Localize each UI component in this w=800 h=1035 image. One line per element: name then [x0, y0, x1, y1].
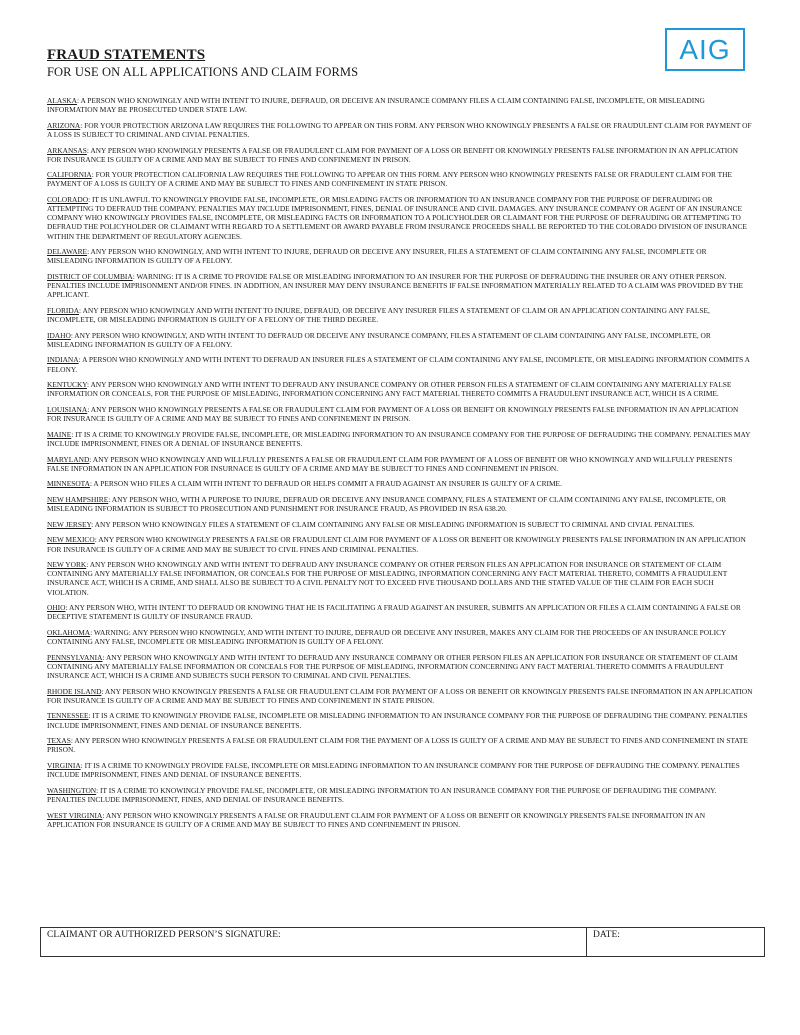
- fraud-statement: [47, 628, 753, 646]
- fraud-statement: [47, 170, 753, 188]
- statement-text: : A PERSON WHO KNOWINGLY AND WITH INTENT TO INJURE, DEFRAUD, OR DECEIVE AN INSURANCE COMPANY FILES A CLAIM CONTAINING FALSE, INCOMPLETE, OR MISLEADING INFORMATION MAY BE PROSECUTED UNDER STATE LAW.: [47, 96, 705, 115]
- state-name: NEW MEXICO: [47, 535, 95, 545]
- signature-label: CLAIMANT OR AUTHORIZED PERSON’S SIGNATURE:: [47, 930, 281, 940]
- statement-text: : IT IS A CRIME TO KNOWINGLY PROVIDE FALSE, INCOMPLETE, OR MISLEADING INFORMATION TO AN INSURANCE COMPANY FOR THE PURPOSE OF DEFRAUDING THE COMPANY. PENALTIES MAY INCLUDE IMPRISONMENT, FINES OR A DENIAL OF INSURANCE BENEFITS.: [47, 429, 751, 448]
- aig-logo-text: AIG: [679, 33, 731, 65]
- state-name: MARYLAND: [47, 454, 90, 464]
- fraud-statement: [47, 121, 753, 139]
- state-name: DISTRICT OF COLUMBIA: [47, 271, 133, 281]
- statement-text: : ANY PERSON WHO KNOWINGLY, AND WITH INTENT TO INJURE, DEFRAUD OR DECEIVE ANY INSURER, FILES A STATEMENT OF CLAIM CONTAINING ANY FALSE, INCOMPLETE OR MISLEADING INFORMATION IS GUILTY OF A FELONY.: [47, 247, 707, 266]
- statement-text: : ANY PERSON WHO KNOWINGLY AND WITH INTENT TO DEFRAUD ANY INSURANCE COMPANY OR OTHER PERSON FILES AN APPLICATION FOR INSURANCE OR STATEMENT OF CLAIM CONTAINING ANY MATERIALLY FALSE INFORMATION OR CONCEALS FOR THE PURPSOE OF MISLEADING, INFORMATION CONCERNING ANY FACT MATERIAL THERETO COMMITS A FRAUDULENT INSURANCE ACT, WHICH IS A CRIME AND SUBJECTS SUCH PERSON TO CRIMINAL AND CIVIL PENALTIES.: [47, 652, 738, 680]
- fraud-statement: [47, 306, 753, 324]
- fraud-statement: [47, 430, 753, 448]
- fraud-statement: [47, 786, 753, 804]
- statement-text: : ANY PERSON WHO KNOWINGLY PRESENTS A FALSE OR FRAUDULENT CLAIM FOR PAYMENT OF A LOSS OR BENEFIT OR KNOWINGLY PRESENTS FALSE INFORMATION IN AN APPLICATION FOR INSURANCE IS GUILTY OF A CRIME AND MAY BE SUBJECT TO CIVIL FINES AND CRIMINAL PENALTIES.: [47, 535, 746, 554]
- statement-text: : ANY PERSON WHO KNOWINGLY AND WITH INTENT TO INJURE, DEFRAUD, OR DECEIVE ANY INSURER FILES A STATEMENT OF CLAIM OR AN APPLICATION CONTAINING ANY FALSE, INCOMPLETE, OR MISLEADING INFORMATION IS GUILTY OF A FELONY OF THE THIRD DEGREE.: [47, 305, 710, 324]
- state-name: OHIO: [47, 603, 66, 613]
- statements-list: [47, 96, 753, 835]
- statement-text: : FOR YOUR PROTECTION CALIFORNIA LAW REQUIRES THE FOLLOWING TO APPEAR ON THIS FORM. ANY PERSON WHO KNOWINGLY PRESENTS FALSE OR FRADULENT CLAIM FOR THE PAYMENT OF A LOSS IS GUILTY OF A CRIME AND MAY BE SUBJECT TO FINES AND CONFINEMENT IN STATE PRISON.: [47, 170, 733, 189]
- page-title: FRAUD STATEMENTS: [47, 47, 206, 63]
- statement-text: : WARNING: ANY PERSON WHO KNOWINGLY, AND WITH INTENT TO INJURE, DEFRAUD OR DECEIVE ANY INSURER, MAKES ANY CLAIM FOR THE PROCEEDS OF AN INSURANCE POLICY CONTAINING ANY FALSE, INCOMPLETE OR MISLEADING INFORMATION IS GUILTY OF A FELONY.: [47, 628, 727, 647]
- fraud-statement: [47, 355, 753, 373]
- statement-text: : ANY PERSON WHO KNOWINGLY FILES A STATEMENT OF CLAIM CONTAINING ANY FALSE OR MISLEADING INFORMATION IS SUBJECT TO CRIMINAL AND CIVIAL PENALTIES.: [91, 519, 695, 529]
- statement-text: : ANY PERSON WHO KNOWINGLY PRESENTS A FALSE OR FRAUDULENT CLAIM FOR PAYMENT OF A LOSS OR BENEIFT OR KNOWINGLY PRESENTS FALSE INFORMATION IN AN APPLICATION FOR INSURANCE IS GUILTY OF A CRIME AND MAY BE SUBJECT TO FINES AND CONFINEMENT IN PRISON.: [47, 404, 739, 424]
- state-name: NEW HAMPSHIRE: [47, 495, 109, 504]
- fraud-statement: [47, 272, 753, 299]
- state-name: MAINE: [47, 429, 72, 439]
- aig-logo: [665, 28, 745, 71]
- state-name: KENTUCKY: [47, 380, 87, 390]
- statement-text: : A PERSON WHO KNOWINGLY AND WITH INTENT TO DEFRAUD AN INSURER FILES A STATEMENT OF CLAIM CONTAINING ANY FALSE, INCOMPLETE, OR MISLEADING INFORMATION COMMITS A FELONY.: [47, 355, 750, 374]
- fraud-statement: [47, 711, 753, 729]
- state-name: NEW JERSEY: [47, 519, 92, 529]
- statement-text: : ANY PERSON WHO KNOWINGLY AND WITH INTENT TO DEFRAUD ANY INSURANCE COMPANY OR OTHER PERSON FILES A STATEMENT OF CLAIM CONTAINING ANY MATERIALLY FALSE INFORMATION OR CONCEALS, FOR THE PURPOSE OF MISLEADING, INFORMATION CONCERNING ANY FACT MATERIAL THERETO COMMITS A FRAUDULENT INSURANCE ACT, WHICH IS A CRIME.: [47, 380, 732, 399]
- fraud-statement: [47, 603, 753, 621]
- fraud-statement: [47, 560, 753, 596]
- fraud-statement: [47, 380, 753, 398]
- fraud-statement: [47, 479, 753, 488]
- state-name: VIRGINIA: [47, 761, 81, 770]
- statement-text: : ANY PERSON WHO KNOWINGLY PRESENTS A FALSE OR FRAUDULENT CLAIM FOR PAYMENT OF A LOSS OR BENEFIT OR KNOWINGLY PRESENTS FALSE INFORMAITON IN AN APPLICATION FOR INSURANCE IS GUILTY OF A CRIME AND MAY BE SUBJECT TO FINES AND CONFINEMENT IN PRISON.: [47, 810, 706, 829]
- statement-text: : FOR YOUR PROTECTION ARIZONA LAW REQUIRES THE FOLLOWING TO APPEAR ON THIS FORM. ANY PERSON WHO KNOWINGLY PRESENTS A FALSE OR FRAUDULENT CLAIM FOR PAYMENT OF A LOSS IS SUBJECT TO CRIMINAL AND CIVIAL PENALTIES.: [47, 120, 752, 139]
- date-label: DATE:: [593, 930, 620, 940]
- state-name: COLORADO: [47, 195, 89, 205]
- signature-field[interactable]: [41, 928, 587, 956]
- fraud-statement: [47, 195, 753, 240]
- statement-text: : IT IS UNLAWFUL TO KNOWINGLY PROVIDE FALSE, INCOMPLETE, OR MISLEADING FACTS OR INFORMATION TO AN INSURANCE COMPANY FOR THE PURPOSE OF DEFRAUDING OR ATTEMPTING TO DEFRAUD THE COMPANY. PENALTIES MAY INCLUDE IMPRISONMENT, FINES, DENIAL OF INSURANCE AND CIVIL DAMAGES. ANY INSURANCE COMPANY OR AGENT OF AN INSURANCE COMPANY WHO KNOWINGLY PROVIDES FALSE, INCOMPLETE, OR MISLEADING FACTS OR INFORMATION TO A POLICYHOLDER OR CLAIMANT FOR THE PURPOSE OF DEFRAUDING OR ATTEMPTING TO DEFRAUD THE POLICYHOLDER OR CLAIMANT WITH REGARD TO A SETTLEMENT OR AWARD PAYABLE FROM INSURANCE PROCEEDS SHALL BE REPORTED TO THE COLORADO DIVISION OF INSURANCE WITHIN THE DEPARTMENT OF REGULATORY AGENCIES.: [47, 195, 747, 241]
- state-name: NEW YORK: [47, 560, 87, 570]
- fraud-statement: [47, 687, 753, 705]
- fraud-statement: [47, 405, 753, 423]
- state-name: WASHINGTON: [47, 785, 97, 795]
- fraud-statement: [47, 736, 753, 754]
- state-name: ALASKA: [47, 96, 77, 105]
- state-name: INDIANA: [47, 355, 79, 365]
- state-name: CALIFORNIA: [47, 170, 92, 180]
- statement-text: : ANY PERSON WHO, WITH A PURPOSE TO INJURE, DEFRAUD OR DECEIVE ANY INSURANCE COMPANY, FILES A STATEMENT OF CLAIM CONTAINING ANY FALSE, INCOMPLETE, OR MISLEADING INFORMATION IS SUBJECT TO PROSECUTION AND PUNISHMENT FOR INSURANCE FRAUD, AS PROVIDED IN RSA 638.20.: [47, 495, 727, 514]
- state-name: PENNSYLVANIA: [47, 652, 103, 662]
- fraud-statement: [47, 146, 753, 164]
- fraud-statement: [47, 811, 753, 829]
- fraud-statement: [47, 761, 753, 779]
- statement-text: : IT IS A CRIME TO KNOWINGLY PROVIDE FALSE, INCOMPLETE OR MISLEADING INFORMATION TO AN INSURANCE COMPANY FOR THE PURPOSE OF DEFRAUDING THE COMPANY. PENALTIES INCLUDE IMPRISONMENT, FINES AND DENIAL OF INSURANCE BENEFITS.: [47, 711, 748, 730]
- state-name: IDAHO: [47, 330, 71, 340]
- signature-box: [40, 927, 765, 957]
- state-name: TEXAS: [47, 736, 71, 746]
- date-field[interactable]: [587, 928, 764, 956]
- state-name: RHODE ISLAND: [47, 686, 102, 696]
- statement-text: : ANY PERSON WHO KNOWINGLY PRESENTS A FALSE OR FRAUDULENT CLAIM FOR PAYMENT OF A LOSS OR BENEFIT OR KNOWINGLY PRESENTS FALSE INFORMATION IN AN APPLICATION FOR INSURANCE IS GUILTY OF A CRIME AND MAY BE SUBJECT TO FINES AND CONFINEMENT IN PRISON.: [47, 145, 738, 164]
- statement-text: : ANY PERSON WHO KNOWINGLY AND WILLFULLY PRESENTS A FALSE OR FRAUDULENT CLAIM FOR PAYMENT OF A LOSS OF BENEFIT OR WHO KNOWINGLY AND WILLFULLY PRESENTS FALSE INFORMATION IN AN APPLICATION FOR INSURNACE IS GUILTY OF A CRIME AND MAY BE SUBJECT TO FINES AND CONFINEMENT IN PRISON.: [47, 454, 733, 473]
- state-name: ARKANSAS: [47, 145, 87, 155]
- fraud-statement: [47, 535, 753, 553]
- statement-text: : ANY PERSON WHO KNOWINGLY, AND WITH INTENT TO DEFRAUD OR DECEIVE ANY INSURANCE COMPANY, FILES A STATEMENT OF CLAIM CONTAINING ANY FALSE, INCOMPLETE, OR MISLEADING INFORMATION IS GUILTY OF A FELONY.: [47, 330, 711, 349]
- state-name: LOUISIANA: [47, 404, 88, 414]
- state-name: FLORIDA: [47, 305, 80, 315]
- fraud-statement: [47, 520, 753, 529]
- state-name: WEST VIRGINIA: [47, 810, 103, 820]
- state-name: OKLAHOMA: [47, 628, 91, 637]
- state-name: MINNESOTA: [47, 479, 90, 489]
- fraud-statement: [47, 495, 753, 513]
- statement-text: : WARNING: IT IS A CRIME TO PROVIDE FALSE OR MISLEADING INFORMATION TO AN INSURER FOR THE PURPOSE OF DEFRAUDING THE INSURER OR ANY OTHER PERSON. PENALTIES INCLUDE IMPRISONMENT AND/OR FINES. IN ADDITION, AN INSURER MAY DENY INSURANCE BENEFITS IF FALSE INFORMATION MATERIALLY RELATED TO A CLAIM WAS PROVIDED BY THE APPLICANT.: [47, 271, 744, 300]
- fraud-statement: [47, 96, 753, 114]
- page-subtitle: FOR USE ON ALL APPLICATIONS AND CLAIM FORMS: [47, 65, 359, 79]
- statement-text: : ANY PERSON WHO KNOWINGLY AND WITH INTENT TO DEFRAUD ANY INSURANCE COMPANY OR OTHER PERSON FILES AN APPLICATION FOR INSURANCE OR STATEMENT OF CLAIM CONTAINING ANY MATERIALLY FALSE INFORMATION, OR CONCEALS FOR THE PURPOSE OF MISLEADING, INFORMATION CONCERNING ANY FACT MATERIAL THERETO, COMMITS A FRAUDULENT INSURANCE ACT, WHICH IS A CRIME, AND SHALL ALSO BE SUBJECT TO A CIVIL PENALTY NOT TO EXCEED FIVE THOUSAND DOLLARS AND THE STATED VALUE OF THE CLAIM FOR EACH SUCH VIOLATION.: [47, 560, 728, 597]
- statement-text: : ANY PERSON WHO KNOWINGLY PRESENTS A FALSE OR FRAUDULENT CLAIM FOR PAYMENT OF A LOSS OR BENEFIT OR KNOWINGLY PRESENTS FALSE INFORMATION IN AN APPLICATION FOR INSURANCE IS GUILTY OF A CRIME AND MAY BE SUBJECT TO FINES AND CONFINEMENT IN STATE PRISON.: [47, 686, 753, 705]
- statement-text: : IT IS A CRIME TO KNOWINGLY PROVIDE FALSE, INCOMPLETE OR MISLEADING INFORMATION TO AN INSURANCE COMPANY FOR THE PURPOSE OF DEFRAUDING THE COMPANY. PENALTIES INCLUDE IMPRISONMENT, FINES AND DENIAL OF INSURANCE BENEFITS.: [47, 761, 740, 780]
- statement-text: : A PERSON WHO FILES A CLAIM WITH INTENT TO DEFRAUD OR HELPS COMMIT A FRAUD AGAINST AN INSURER IS GUILTY OF A CRIME.: [89, 479, 562, 489]
- fraud-statement: [47, 331, 753, 349]
- statement-text: : IT IS A CRIME TO KNOWINGLY PROVIDE FALSE, INCOMPLETE, OR MISLEADING INFORMATION TO AN INSURANCE COMPANY FOR THE PURPOSE OF DEFRAUDING THE COMPANY. PENALTIES INCLUDE IMPRISONMENT, FINES, AND DENIAL OF INSURANCE BENEFITS.: [47, 785, 717, 804]
- fraud-statement: [47, 653, 753, 680]
- statement-text: : ANY PERSON WHO KNOWINGLY PRESENTS A FALSE OR FRAUDULENT CLAIM FOR THE PAYMENT OF A LOSS IS GUILTY OF A CRIME AND MAY BE SUBJECT TO FINES AND CONFINEMENT IN STATE PRISON.: [47, 736, 748, 755]
- state-name: TENNESSEE: [47, 711, 89, 721]
- statement-text: : ANY PERSON WHO, WITH INTENT TO DEFRAUD OR KNOWING THAT HE IS FACILITATING A FRAUD AGAINST AN INSURER, SUBMITS AN APPLICATION OR FILES A CLAIM CONTAINING A FALSE OR DECEPTIVE STATEMENT IS GUILTY OF INSURANCE FRAUD.: [47, 603, 741, 622]
- state-name: ARIZONA: [47, 120, 81, 130]
- fraud-statement: [47, 247, 753, 265]
- state-name: DELAWARE: [47, 247, 88, 257]
- fraud-statement: [47, 455, 753, 473]
